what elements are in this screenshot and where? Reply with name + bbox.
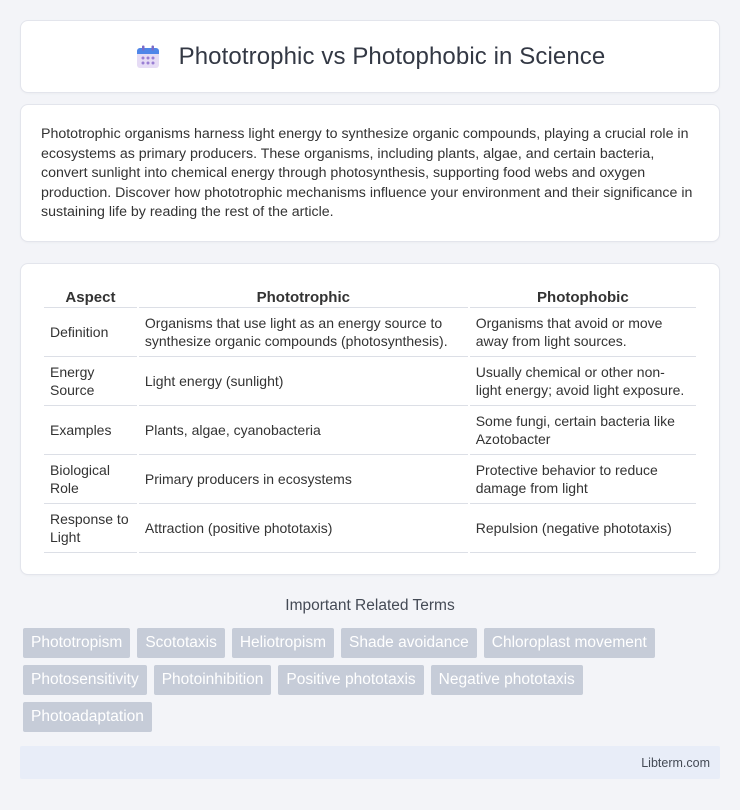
calendar-icon (135, 44, 161, 70)
table-row (44, 455, 696, 504)
cell-aspect: Response to Light (44, 504, 137, 553)
cell-photophobic: Protective behavior to reduce damage from light (470, 455, 696, 504)
cell-phototrophic: Organisms that use light as an energy source to synthesize organic compounds (photosynthesis). (139, 308, 468, 357)
tag-heliotropism[interactable]: Heliotropism (232, 628, 334, 658)
tag-scototaxis[interactable]: Scototaxis (137, 628, 225, 658)
cell-photophobic: Usually chemical or other non-light energy; avoid light exposure. (470, 357, 696, 406)
cell-aspect: Energy Source (44, 357, 137, 406)
cell-aspect: Examples (44, 406, 137, 455)
tag-photoinhibition[interactable]: Photoinhibition (154, 665, 272, 695)
header-card (20, 20, 720, 93)
cell-photophobic: Organisms that avoid or move away from light sources. (470, 308, 696, 357)
table-row (44, 308, 696, 357)
tag-negative-phototaxis[interactable]: Negative phototaxis (431, 665, 583, 695)
intro-card (20, 104, 720, 242)
header-phototrophic: Phototrophic (139, 284, 468, 308)
cell-phototrophic: Light energy (sunlight) (139, 357, 468, 406)
footer-site-link[interactable]: Libterm.com (641, 755, 710, 770)
cell-phototrophic: Attraction (positive phototaxis) (139, 504, 468, 553)
table-row (44, 357, 696, 406)
cell-phototrophic: Plants, algae, cyanobacteria (139, 406, 468, 455)
cell-aspect: Definition (44, 308, 137, 357)
title-wrap (135, 43, 606, 71)
tag-chloroplast-movement[interactable]: Chloroplast movement (484, 628, 655, 658)
cell-phototrophic: Primary producers in ecosystems (139, 455, 468, 504)
tag-row (23, 665, 723, 695)
intro-paragraph: Phototrophic organisms harness light energy to synthesize organic compounds, playing a crucial role in ecosystems as primary producers. These organisms, including plants, algae, and certain bacteria, convert sunlight into chemical energy through photosynthesis, supporting food webs and oxygen production. Discover how phototrophic mechanisms influence your environment and their significance in sustaining life by reading the rest of the article. (41, 126, 693, 220)
table-header-row (44, 284, 696, 308)
tag-photosensitivity[interactable]: Photosensitivity (23, 665, 147, 695)
tag-shade-avoidance[interactable]: Shade avoidance (341, 628, 477, 658)
comparison-table (42, 284, 698, 553)
cell-photophobic: Some fungi, certain bacteria like Azotobacter (470, 406, 696, 455)
cell-aspect: Biological Role (44, 455, 137, 504)
tag-phototropism[interactable]: Phototropism (23, 628, 130, 658)
tag-row (23, 702, 723, 732)
page-title: Phototrophic vs Photophobic in Science (178, 42, 606, 70)
cell-photophobic: Repulsion (negative phototaxis) (470, 504, 696, 553)
header-aspect: Aspect (44, 284, 137, 308)
comparison-card (20, 263, 720, 575)
header-photophobic: Photophobic (470, 284, 696, 308)
tag-positive-phototaxis[interactable]: Positive phototaxis (278, 665, 423, 695)
related-terms-list (23, 628, 723, 739)
tag-photoadaptation[interactable]: Photoadaptation (23, 702, 152, 732)
footer (20, 746, 720, 779)
table-row (44, 406, 696, 455)
tag-row (23, 628, 723, 658)
related-terms-title: Important Related Terms (285, 597, 455, 614)
table-row (44, 504, 696, 553)
